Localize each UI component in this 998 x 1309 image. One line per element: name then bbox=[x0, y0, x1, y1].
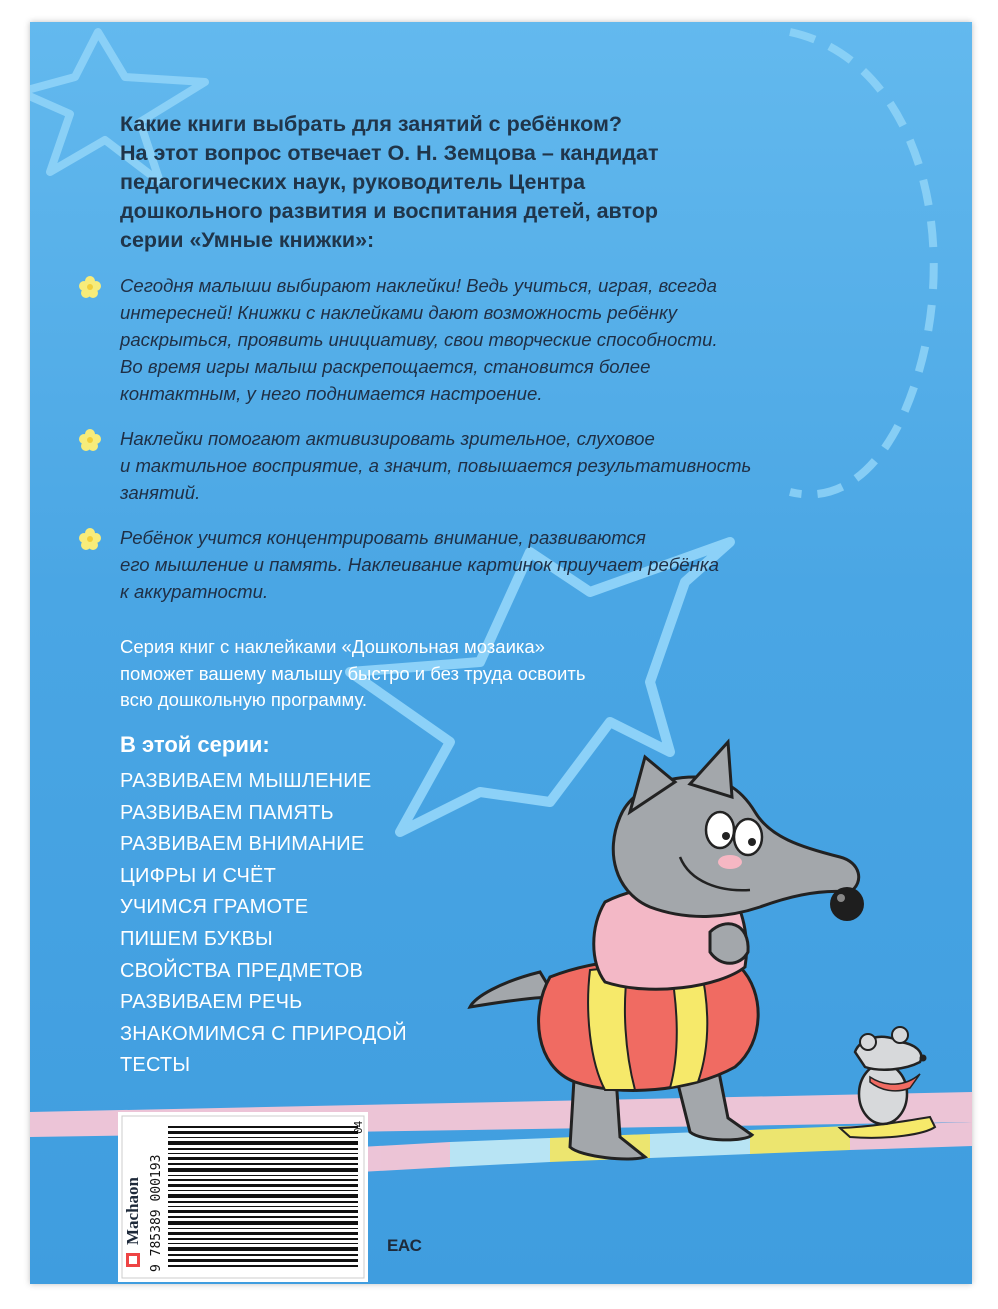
intro-line: дошкольного развития и воспитания детей, автор bbox=[120, 199, 659, 223]
intro-line: серии «Умные книжки»: bbox=[120, 228, 375, 252]
benefit-item bbox=[75, 272, 835, 407]
series-book-item: ТЕСТЫ bbox=[120, 1054, 191, 1077]
series-book-item: УЧИМСЯ ГРАМОТЕ bbox=[120, 896, 309, 919]
barcode-graphic bbox=[118, 1112, 368, 1282]
series-book-list bbox=[120, 766, 407, 1082]
series-book-item: ЗНАКОМИМСЯ С ПРИРОДОЙ bbox=[120, 1022, 407, 1045]
flower-bullet-icon bbox=[79, 429, 101, 451]
eac-certification-mark: EAC bbox=[387, 1236, 422, 1255]
series-book-item: РАЗВИВАЕМ МЫШЛЕНИЕ bbox=[120, 770, 372, 792]
series-book-item: ПИШЕМ БУКВЫ bbox=[120, 927, 273, 950]
series-book-item: РАЗВИВАЕМ ПАМЯТЬ bbox=[120, 801, 334, 824]
benefit-item bbox=[75, 524, 835, 605]
series-title: В этой серии: bbox=[120, 732, 270, 757]
flower-bullet-icon bbox=[79, 276, 101, 298]
series-description: Серия книг с наклейками «Дошкольная мозаика» поможет вашему малышу быстро и без труда освоить всю дошкольную программу. bbox=[120, 636, 586, 710]
intro-line: Какие книги выбрать для занятий с ребёнком? bbox=[120, 112, 623, 136]
benefit-text: Сегодня малыши выбирают наклейки! Ведь учиться, играя, всегда интересней! Книжки с наклейками дают возможность ребёнку раскрыться, проявить инициативу, свои творческие способности. Во время игры малыш раскрепощается, становится более контактным, у него поднимается настроение. bbox=[120, 275, 718, 404]
benefits-list bbox=[75, 272, 835, 623]
intro-line: педагогических наук, руководитель Центра bbox=[120, 170, 586, 194]
series-book-item: ЦИФРЫ И СЧЁТ bbox=[120, 864, 276, 887]
intro-line: На этот вопрос отвечает О. Н. Земцова – кандидат bbox=[120, 141, 659, 165]
series-book-item: РАЗВИВАЕМ РЕЧЬ bbox=[120, 991, 303, 1014]
series-book-item: РАЗВИВАЕМ ВНИМАНИЕ bbox=[120, 833, 365, 856]
barcode-label bbox=[118, 1112, 368, 1282]
barcode-number: 9 785389 000193 bbox=[149, 1154, 164, 1272]
book-back-cover bbox=[30, 22, 972, 1284]
intro-text bbox=[120, 110, 800, 255]
benefit-item bbox=[75, 425, 835, 506]
benefit-text: Наклейки помогают активизировать зрительное, слуховое и тактильное восприятие, а значит, повышается результативность занятий. bbox=[120, 428, 752, 503]
publisher-logo: Machaon bbox=[123, 1177, 142, 1245]
series-book-item: СВОЙСТВА ПРЕДМЕТОВ bbox=[120, 959, 364, 982]
flower-bullet-icon bbox=[79, 528, 101, 550]
barcode-addon: 04 bbox=[352, 1120, 365, 1134]
benefit-text: Ребёнок учится концентрировать внимание, развиваются его мышление и память. Наклеивание картинок приучает ребёнка к аккуратности. bbox=[120, 527, 719, 602]
